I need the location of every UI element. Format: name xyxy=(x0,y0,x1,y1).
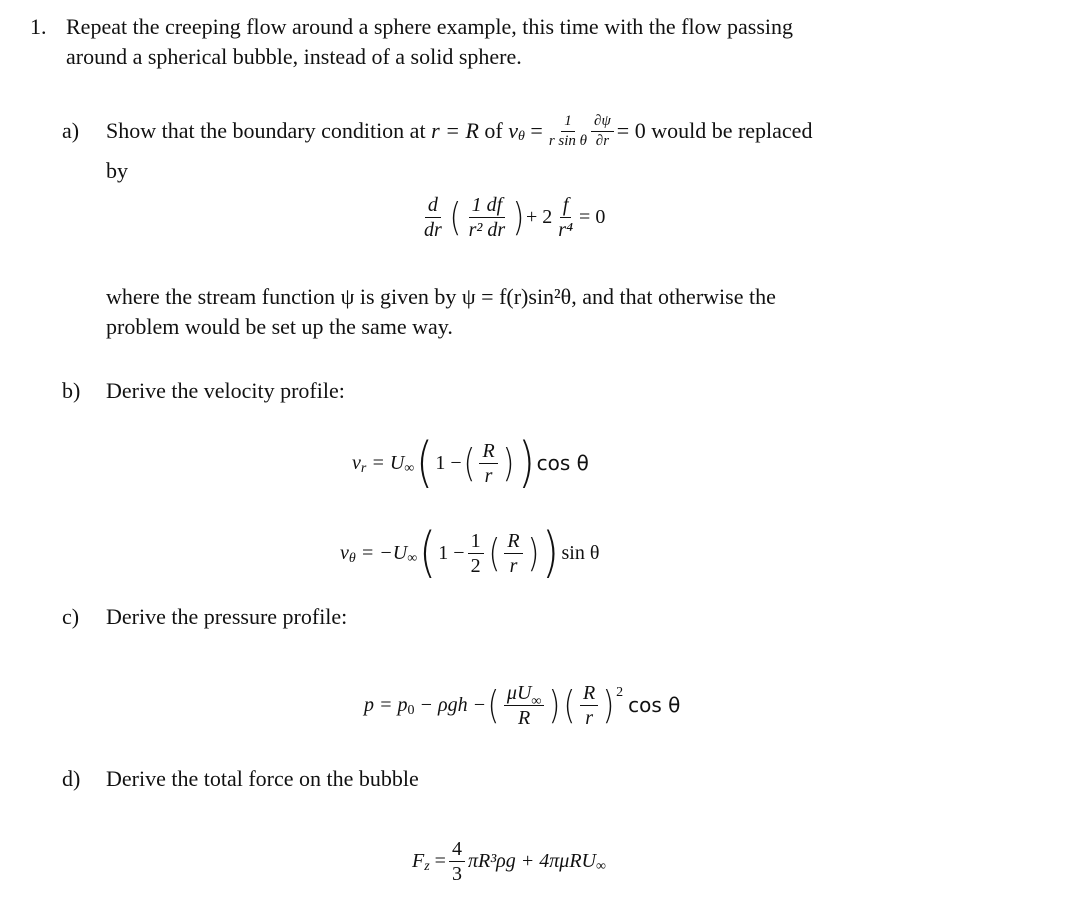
vt-right-paren: ) xyxy=(542,521,560,584)
vt-half-den: 2 xyxy=(470,554,481,577)
velocity-vr-equation xyxy=(352,432,589,494)
mu-right-paren: ) xyxy=(548,683,561,727)
eq-r2dr: r² dr xyxy=(468,218,506,241)
pressure-equation xyxy=(364,672,680,738)
problem-line-1: Repeat the creeping flow around a sphere example, this time with the flow passing xyxy=(66,14,794,39)
part-c-label: c) xyxy=(62,604,80,629)
p-R-over-r xyxy=(580,683,598,728)
vt-inner-left-paren: ( xyxy=(488,531,500,575)
vr-one-minus: 1 − xyxy=(435,451,462,474)
p-lhs: p = p xyxy=(364,693,408,716)
eq-plus2: + 2 xyxy=(526,205,553,228)
eq-f-r4 xyxy=(555,195,576,240)
part-a-frac-num: 1 xyxy=(561,114,575,132)
eq-r4: r⁴ xyxy=(558,218,574,241)
f-sub: z xyxy=(424,859,430,874)
part-a-of: of xyxy=(484,118,503,143)
part-d-label: d) xyxy=(62,766,81,791)
p-r: r xyxy=(585,706,594,729)
vr-inf: ∞ xyxy=(404,461,415,476)
vt-r: r xyxy=(509,554,518,577)
vr-lhs: v xyxy=(352,451,361,474)
part-a-equation xyxy=(418,186,605,248)
mu-den: R xyxy=(518,706,531,729)
vt-lhs: v xyxy=(340,541,349,564)
part-a-label: a) xyxy=(62,118,80,143)
vt-inf: ∞ xyxy=(407,551,418,566)
p-rest: − ρgh − xyxy=(419,693,487,716)
vr-inner-left-paren: ( xyxy=(463,441,475,485)
vt-one-minus: 1 − xyxy=(438,541,465,564)
vt-R: R xyxy=(504,531,522,554)
vr-cos: cos θ xyxy=(536,451,589,475)
vt-left-paren: ( xyxy=(419,521,437,584)
vr-eq: = U xyxy=(371,451,405,474)
vr-left-paren: ( xyxy=(416,431,434,494)
vt-eq: = −U xyxy=(360,541,408,564)
part-a-fraction xyxy=(546,114,590,149)
left-paren: ( xyxy=(449,195,462,239)
vt-sin: sin θ xyxy=(561,541,600,564)
vr-R-over-r xyxy=(479,441,497,486)
part-a-by: by xyxy=(106,158,128,183)
part-a-deriv-num: ∂ψ xyxy=(591,114,614,132)
f-frac-den: 3 xyxy=(451,862,462,885)
part-a-vtheta: v xyxy=(508,118,519,143)
vt-half xyxy=(468,531,484,576)
part-c-text: Derive the pressure profile: xyxy=(106,604,348,629)
problem-line-2: around a spherical bubble, instead of a solid sphere. xyxy=(66,44,522,69)
part-d-text: Derive the total force on the bubble xyxy=(106,766,419,791)
p-cos: cos θ xyxy=(628,693,681,717)
part-b-text: Derive the velocity profile: xyxy=(106,378,345,403)
part-a-theta-sub: θ xyxy=(518,129,525,144)
eq-1df: 1 df xyxy=(469,195,506,218)
part-a-condition: r = R xyxy=(431,118,479,143)
f-inf: ∞ xyxy=(596,859,606,874)
eq-d: d xyxy=(425,195,441,218)
problem-number: 1. xyxy=(30,14,47,39)
vr-right-paren: ) xyxy=(517,431,535,494)
vr-r: r xyxy=(484,464,493,487)
p-R: R xyxy=(580,683,598,706)
right-paren: ) xyxy=(512,195,525,239)
vr-inner-right-paren: ) xyxy=(502,441,515,485)
vt-half-num: 1 xyxy=(468,531,484,554)
p-pow: 2 xyxy=(616,685,624,700)
eq-d-dr xyxy=(421,195,445,240)
f-frac xyxy=(449,839,465,884)
eq-f: f xyxy=(560,195,572,218)
f-rest: πR³ρg + 4πμRU xyxy=(467,849,596,872)
part-a-derivative xyxy=(591,114,614,149)
vr-R: R xyxy=(479,441,497,464)
part-a-statement: Show that the boundary condition at r = R of v θ = $\frac{1}{\text{r sin θ}}$ $\frac{\partial\psi}{\partial r}$ = 0 would be replaced xyxy=(106,112,813,149)
vt-R-over-r xyxy=(504,531,522,576)
f-eq: = xyxy=(434,849,446,872)
p0-sub: 0 xyxy=(407,703,415,718)
f-lhs: F xyxy=(412,849,425,872)
force-equation xyxy=(412,830,606,892)
velocity-vtheta-equation xyxy=(340,522,599,584)
mu-num: μU xyxy=(506,681,532,704)
part-a-intro: Show that the boundary condition at xyxy=(106,118,426,143)
Rr-right-paren: ) xyxy=(602,683,615,727)
f-frac-num: 4 xyxy=(449,839,465,862)
eq-zero: = 0 xyxy=(579,205,606,228)
Rr-left-paren: ( xyxy=(563,683,576,727)
mu-inf: ∞ xyxy=(531,693,542,709)
part-a-where-2: problem would be set up the same way. xyxy=(106,314,453,339)
part-a-tail: = 0 would be replaced xyxy=(616,118,813,143)
mu-left-paren: ( xyxy=(487,683,500,727)
vt-sub: θ xyxy=(348,551,356,566)
vt-inner-right-paren: ) xyxy=(527,531,539,575)
part-a-deriv-den: ∂r xyxy=(595,132,610,149)
part-a-frac-den: r sin θ xyxy=(548,132,588,149)
part-a-where-1: where the stream function ψ is given by ψ = f(r)sin²θ, and that otherwise the xyxy=(106,284,776,309)
part-b-label: b) xyxy=(62,378,81,403)
eq-dr: dr xyxy=(424,218,442,241)
eq-inner-frac xyxy=(466,195,509,240)
mu-frac xyxy=(504,683,544,728)
vr-sub: r xyxy=(360,461,367,476)
